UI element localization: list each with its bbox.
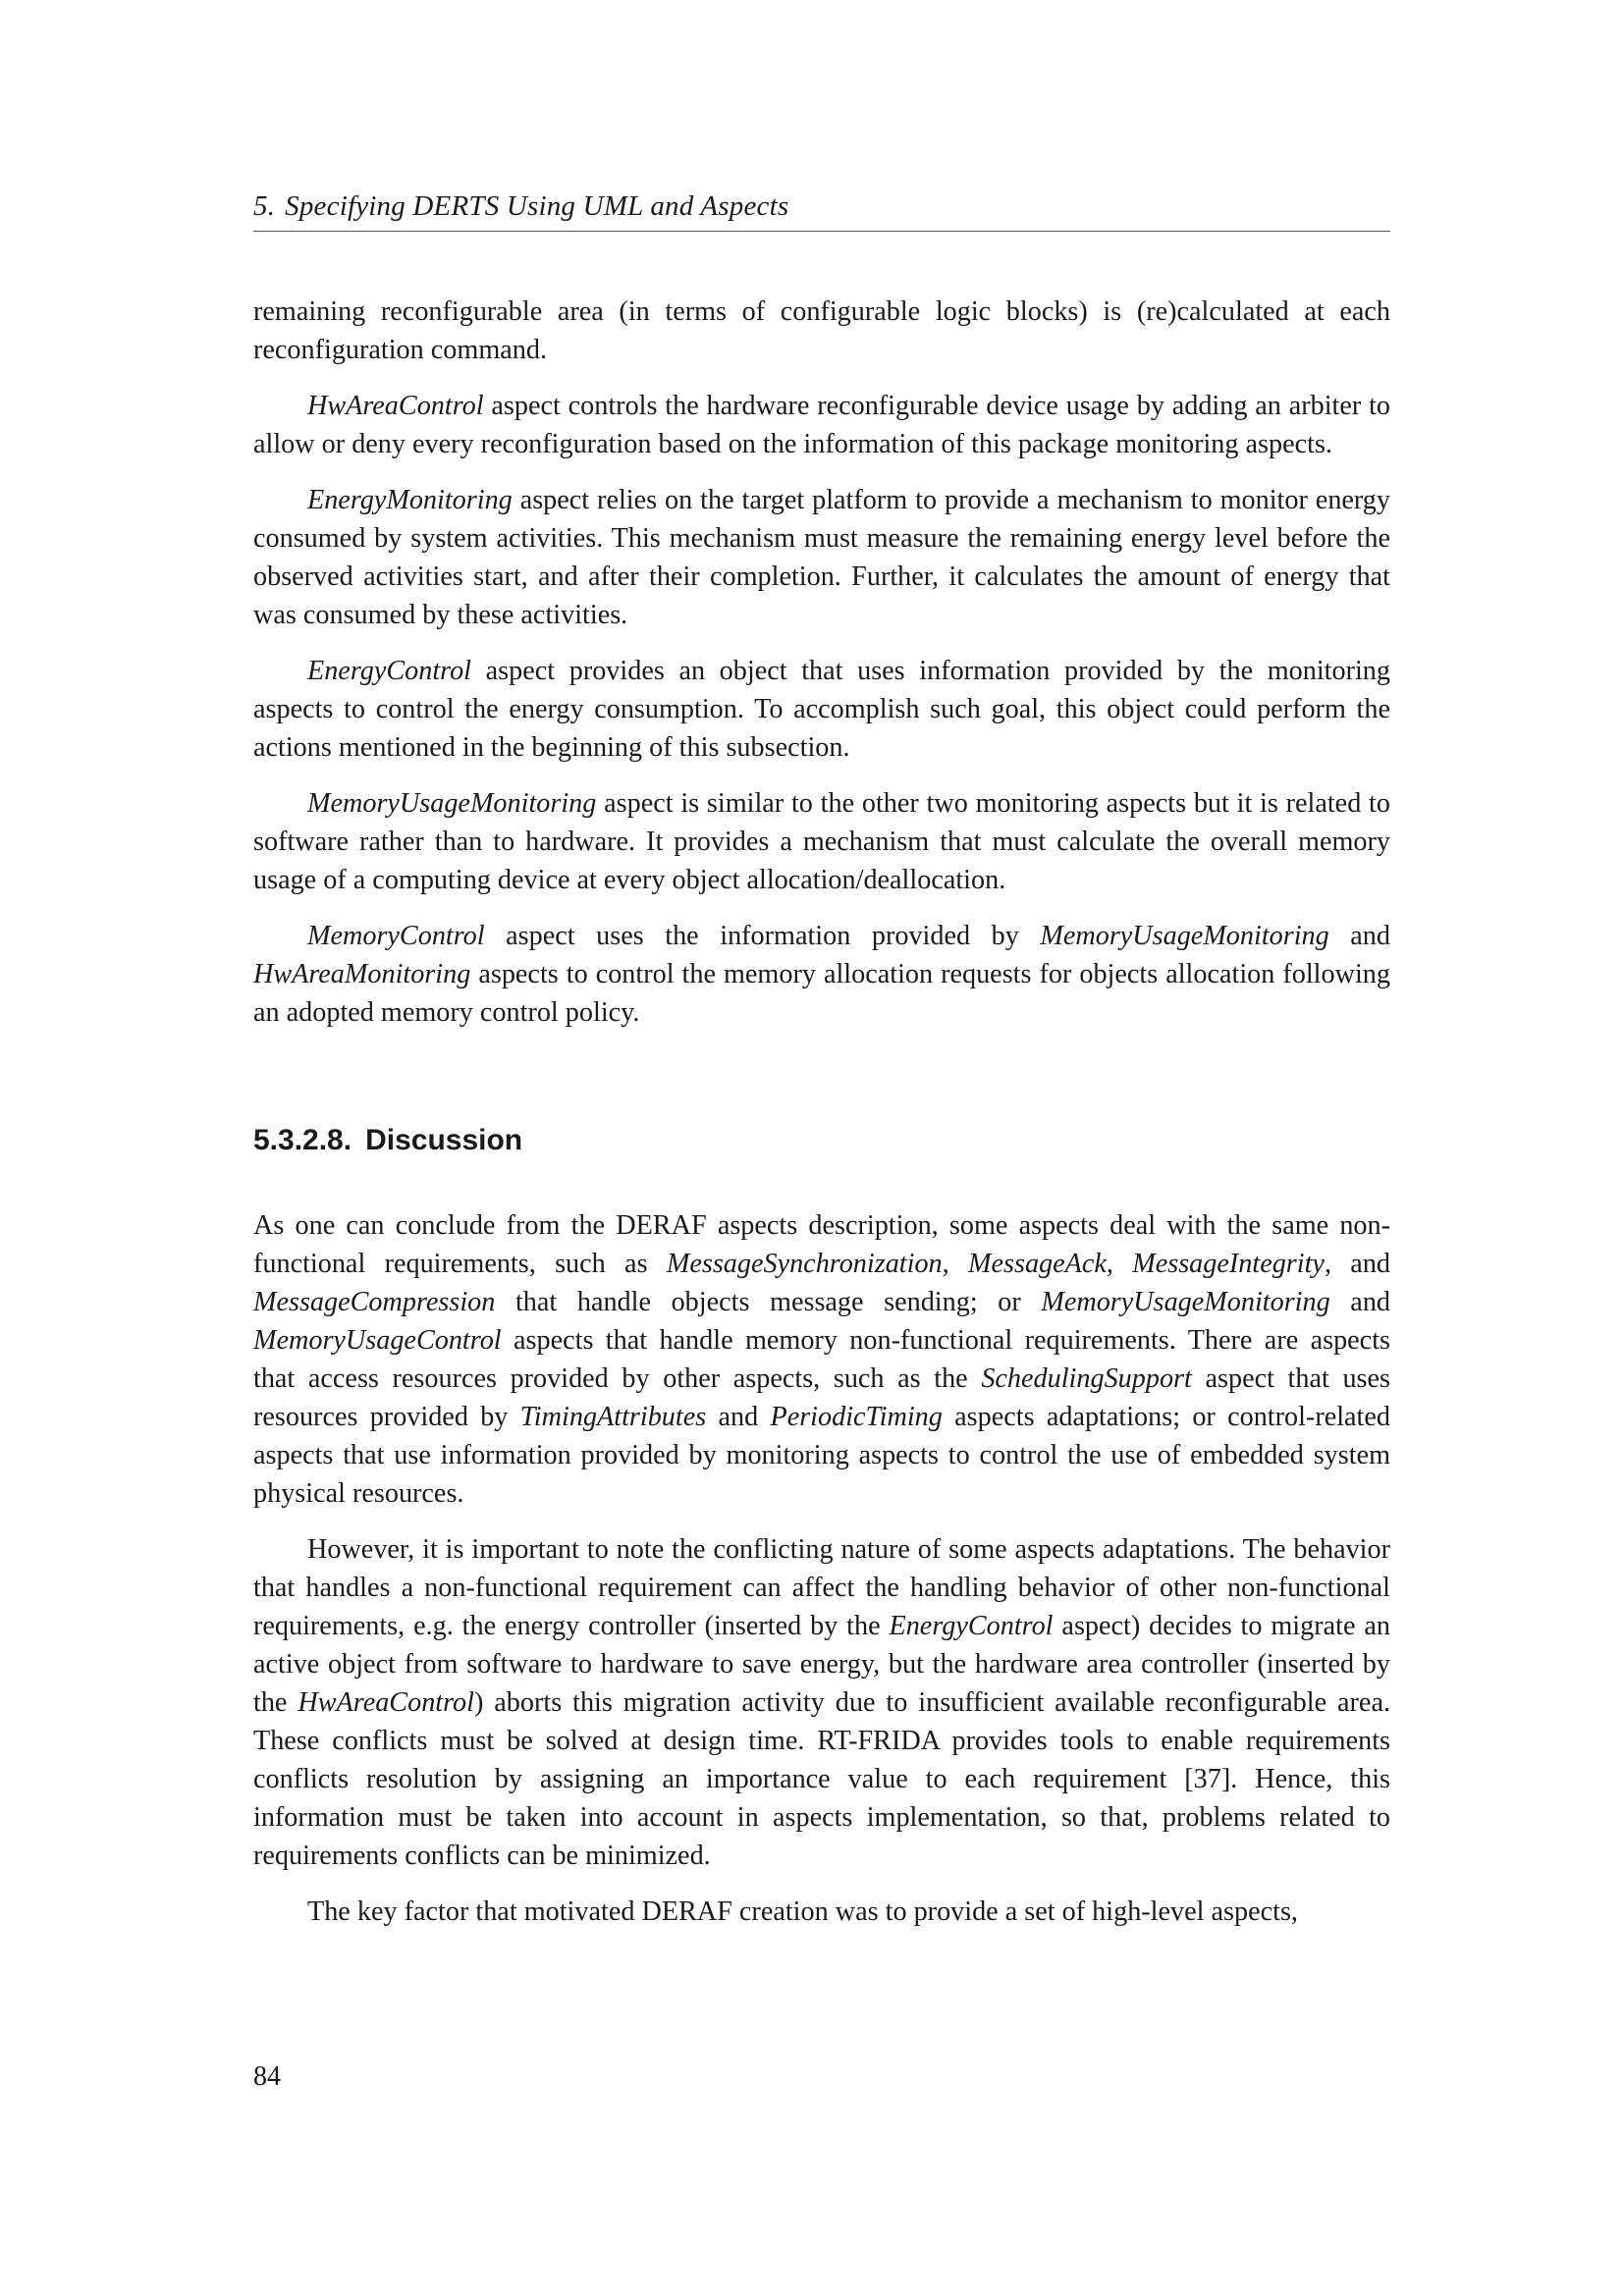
term-hwareamonitoring: HwAreaMonitoring [253, 959, 471, 989]
term-timingattributes: TimingAttributes [519, 1402, 707, 1432]
page-number: 84 [253, 2061, 281, 2092]
paragraph-energymonitoring [253, 481, 1390, 634]
term-messageack: MessageAck [968, 1249, 1107, 1279]
paragraph-text: and [1329, 1287, 1391, 1317]
paragraph-text: As one can conclude from the DERAF aspects description, some aspects deal with the same non-functional requirements, such as [253, 1210, 1390, 1279]
paragraph-text: ) aborts this migration activity due to insufficient available reconfigurable area. These conflicts must be solved at design time. RT-FRIDA provides tools to enable requirements conflicts resolution by assigning an importance value to each requirement [37]. Hence, this information must be taken into account in aspects implementation, so that, problems related to requirements conflicts can be minimized. [253, 1687, 1391, 1871]
term-hwareacontrol: HwAreaControl [298, 1687, 474, 1718]
term-energymonitoring: EnergyMonitoring [307, 485, 513, 515]
paragraph-text: , [1106, 1249, 1133, 1279]
term-memorycontrol: MemoryControl [307, 921, 485, 951]
term-memoryusagemonitoring: MemoryUsageMonitoring [1040, 921, 1329, 951]
paragraph-memorycontrol [253, 917, 1390, 1032]
paragraph-discussion-1 [253, 1206, 1390, 1513]
section-heading [253, 1123, 1390, 1158]
paragraph-text: However, it is important to note the conflicting nature of some aspects adaptations. The behavior that handles a non-functional requirement can affect the handling behavior of other non-functional requirements, e.g. the energy controller (inserted by the [253, 1534, 1390, 1641]
paragraph-text: aspect relies on the target platform to provide a mechanism to monitor energy consumed by system activities. This mechanism must measure the remaining energy level before the observed activities start, and after their completion. Further, it calculates the amount of energy that was consumed by these activities. [253, 485, 1390, 630]
paragraph-text: aspects adaptations; or control-related aspects that use information provided by monitoring aspects to control the use of embedded system physical resources. [253, 1402, 1390, 1509]
paragraph-text: aspect uses the information provided by [484, 921, 1041, 951]
paragraph-discussion-3: The key factor that motivated DERAF creation was to provide a set of high-level aspects, [307, 1896, 1298, 1927]
body-text [253, 293, 1390, 1931]
paragraph-text: aspect) decides to migrate an active object from software to hardware to save energy, but the hardware area controller (inserted by the [253, 1611, 1390, 1718]
paragraph-text: aspect controls the hardware reconfigurable device usage by adding an arbiter to allow or deny every reconfiguration based on the information of this package monitoring aspects. [253, 391, 1390, 459]
term-energycontrol: EnergyControl [307, 656, 472, 686]
term-memoryusagecontrol: MemoryUsageControl [253, 1325, 502, 1356]
paragraph-text: aspect is similar to the other two monitoring aspects but it is related to software rather than to hardware. It provides a mechanism that must calculate the overall memory usage of a computing device at every object allocation/deallocation. [253, 788, 1390, 895]
term-memoryusagemonitoring: MemoryUsageMonitoring [307, 788, 597, 819]
paragraph-text: , and [1324, 1249, 1391, 1279]
section-title: Discussion [365, 1124, 523, 1156]
paragraph-text: and [1328, 921, 1390, 951]
paragraph-text: aspects to control the memory allocation requests for objects allocation following an adopted memory control policy. [253, 959, 1390, 1028]
paragraph-reconfigurable-area: remaining reconfigurable area (in terms of configurable logic blocks) is (re)calculated at each reconfiguration command. [253, 296, 1390, 365]
term-memoryusagemonitoring: MemoryUsageMonitoring [1041, 1287, 1330, 1317]
running-header [253, 190, 1390, 232]
section-number: 5.3.2.8. [253, 1124, 352, 1156]
paragraph-text: aspects that handle memory non-functional requirements. There are aspects that access resources provided by other aspects, such as the [253, 1325, 1390, 1394]
paragraph-text: aspect that uses resources provided by [253, 1363, 1390, 1432]
paragraph-hwareacontrol [253, 387, 1390, 463]
term-messagesynchronization: MessageSynchronization [666, 1249, 943, 1279]
term-periodictiming: PeriodicTiming [770, 1402, 943, 1432]
paragraph-text: and [706, 1402, 771, 1432]
paragraph-energycontrol [253, 652, 1390, 767]
chapter-title: Specifying DERTS Using UML and Aspects [285, 190, 789, 222]
term-energycontrol: EnergyControl [889, 1611, 1054, 1641]
chapter-number: 5. [253, 190, 276, 222]
paragraph-text: that handle objects message sending; or [495, 1287, 1042, 1317]
term-messageintegrity: MessageIntegrity [1132, 1249, 1325, 1279]
paragraph-text: aspect provides an object that uses information provided by the monitoring aspects to control the energy consumption. To accomplish such goal, this object could perform the actions mentioned in the beginning of this subsection. [253, 656, 1390, 763]
paragraph-memoryusagemonitoring [253, 784, 1390, 899]
paragraph-text: , [942, 1249, 969, 1279]
term-hwareacontrol: HwAreaControl [307, 391, 484, 421]
term-messagecompression: MessageCompression [253, 1287, 496, 1317]
paragraph-discussion-2 [253, 1530, 1390, 1875]
term-schedulingsupport: SchedulingSupport [981, 1363, 1192, 1394]
